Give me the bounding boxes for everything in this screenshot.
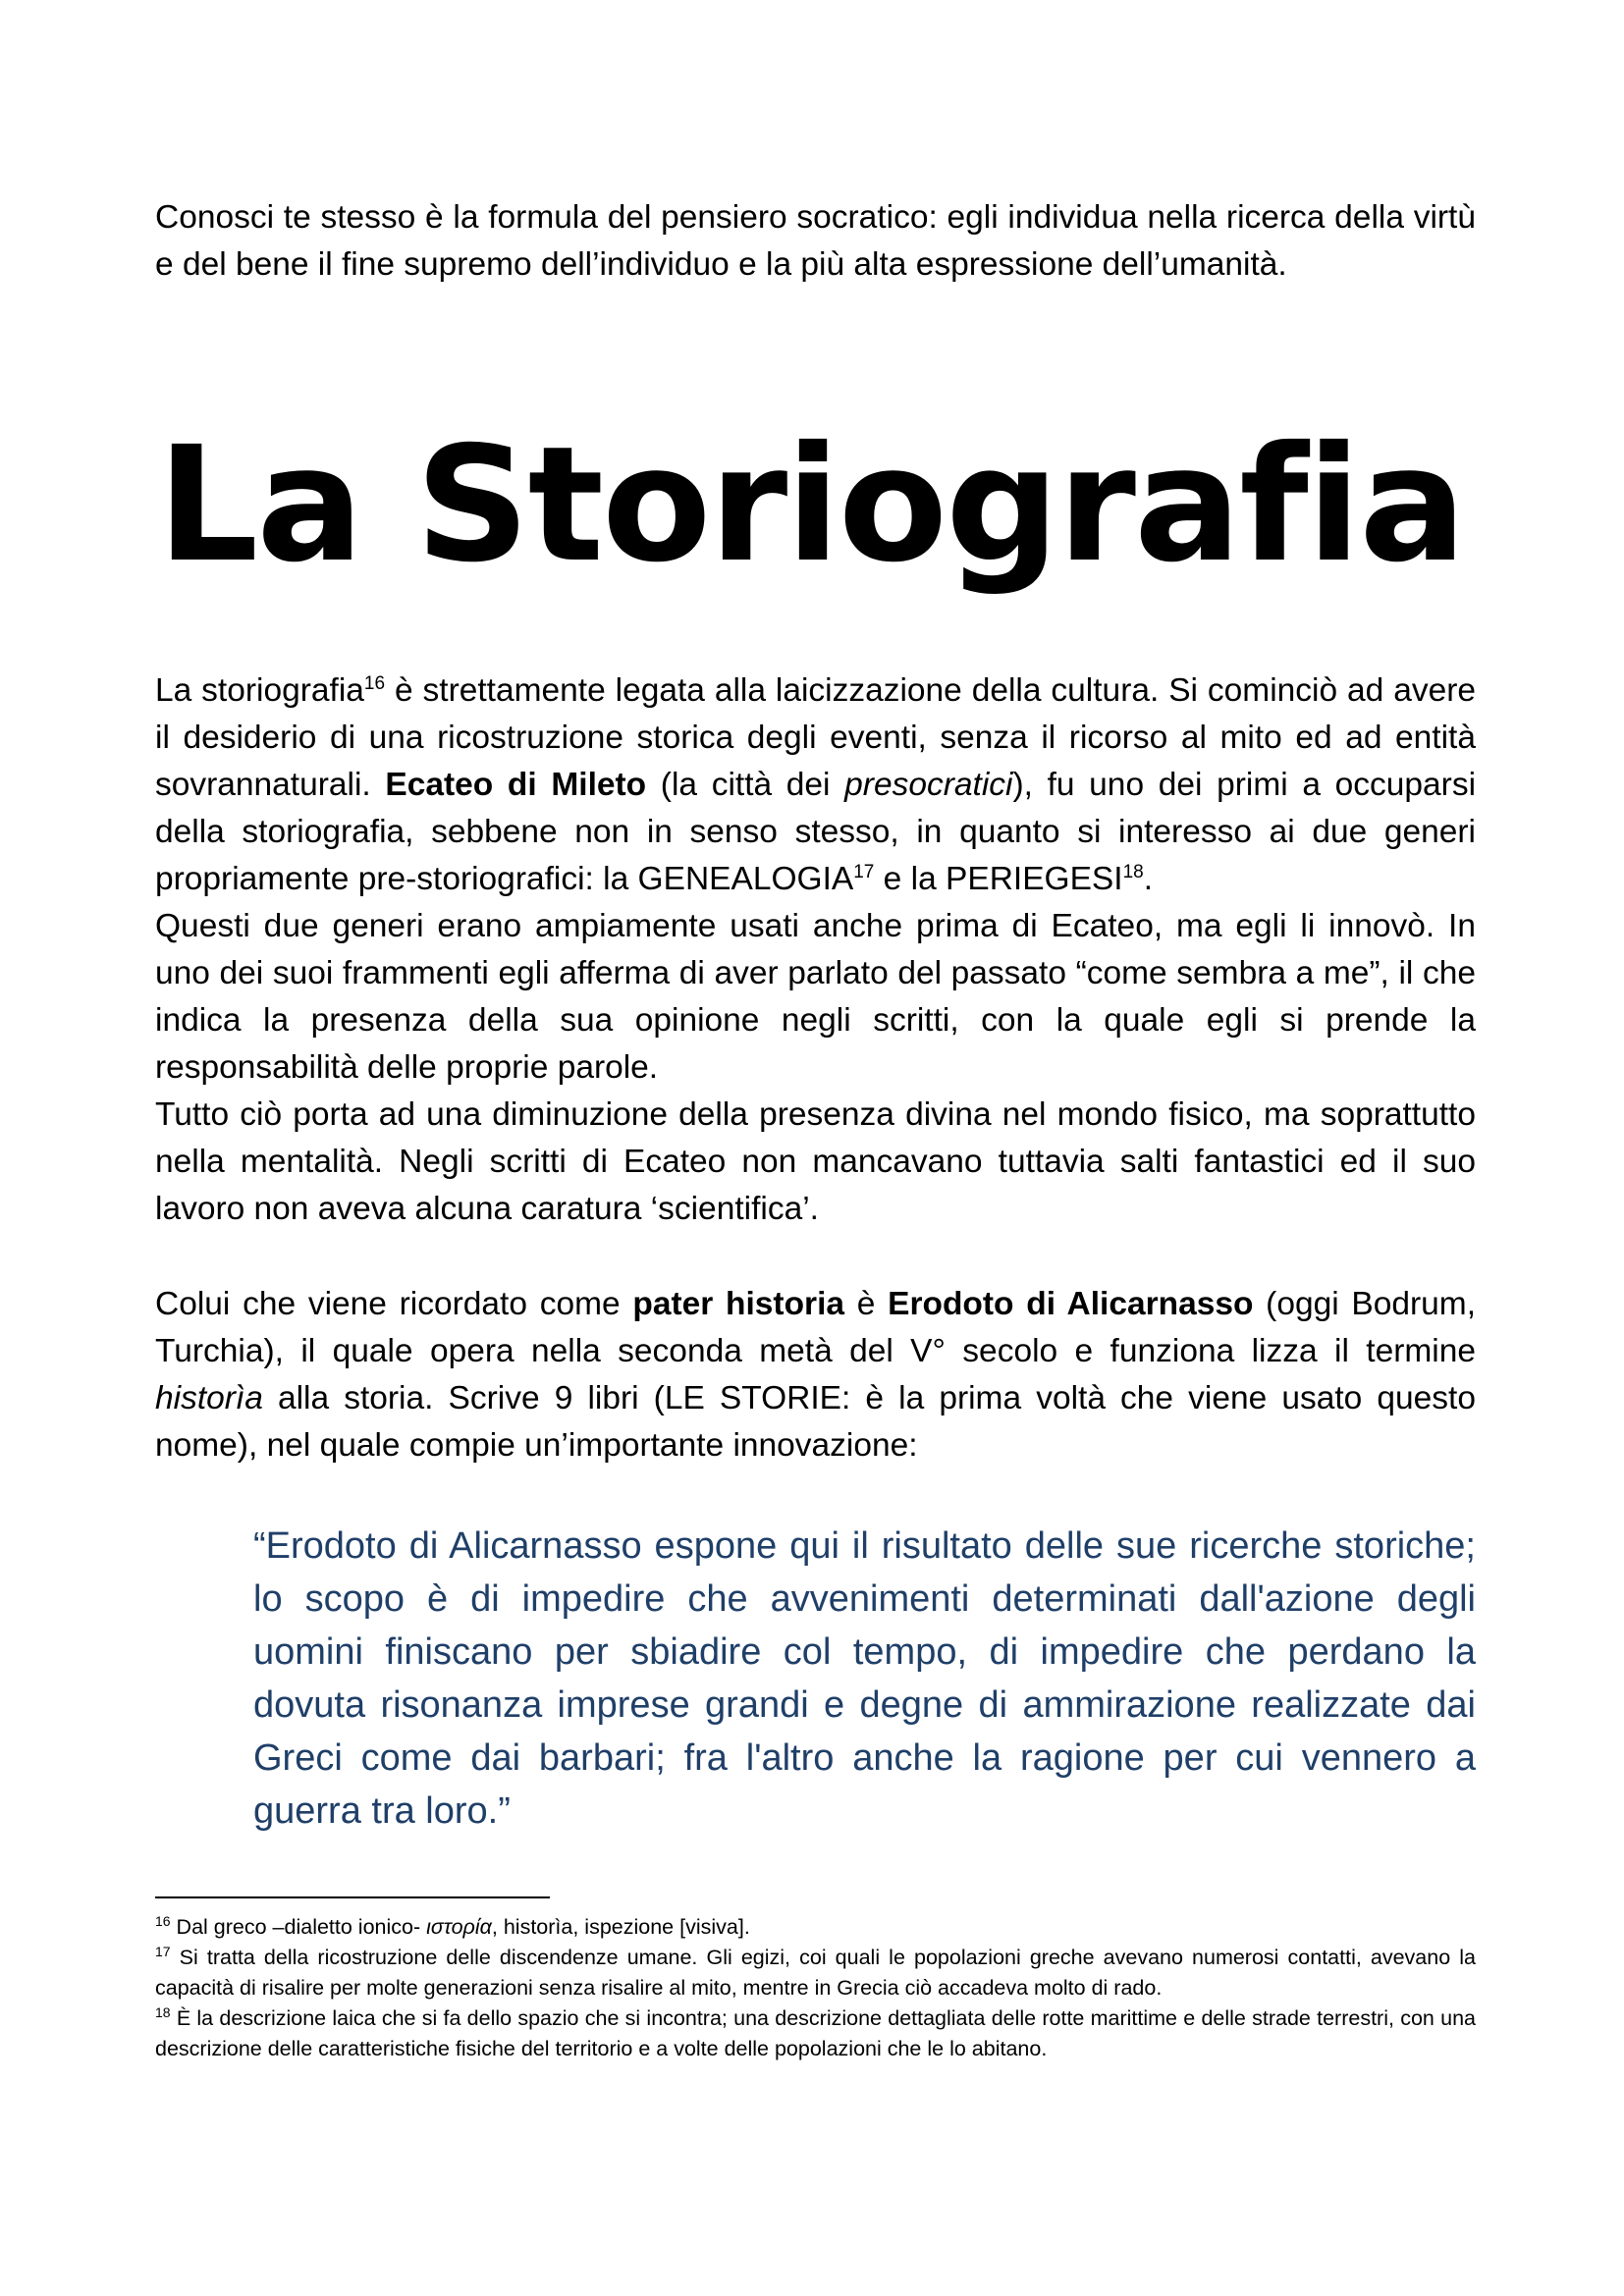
erodoto-section: [155, 1281, 1476, 1469]
footnote-text: , historìa, ispezione [visiva].: [491, 1915, 750, 1939]
paragraph-generi: Questi due generi erano ampiamente usati anche prima di Ecateo, ma egli li innovò. In uno dei suoi frammenti egli afferma di aver parlato del passato “come sembra a me”, il che indica la presenza della sua opinione negli scritti, con la quale egli si prende la responsabilità delle proprie parole.: [155, 908, 1476, 1086]
footnote-ref-16[interactable]: 16: [363, 672, 386, 694]
paragraph-diminuzione: Tutto ciò porta ad una diminuzione della presenza divina nel mondo fisico, ma soprattutto nella mentalità. Negli scritti di Ecateo non mancavano tuttavia salti fantastici ed il suo lavoro non aveva alcuna caratura ‘scientifica’.: [155, 1096, 1476, 1227]
footnote-number: 18: [155, 2003, 171, 2020]
footnote-ref-18[interactable]: 18: [1122, 861, 1144, 882]
footnote-text: Si tratta della ricostruzione delle discendenze umane. Gli egizi, coi quali le popolazioni greche avevano numerosi contatti, avevano la capacità di risalire per molte generazioni senza risalire al mito, mentre in Grecia ciò accadeva molto di rado.: [155, 1946, 1476, 2000]
footnote-text: È la descrizione laica che si fa dello spazio che si incontra; una descrizione dettagliata delle rotte marittime e delle strade terrestri, con una descrizione delle caratteristiche fisiche del territorio e a volte delle popolazioni che le lo abitano.: [155, 2006, 1476, 2060]
footnote-text: Dal greco –dialetto ionico-: [170, 1915, 427, 1939]
text-run: alla storia. Scrive 9 libri (LE STORIE: è la prima voltà che viene usato questo nome), nel quale compie un’importante innovazione:: [155, 1380, 1476, 1464]
text-run: (la città dei: [646, 767, 845, 803]
footnote-17: [155, 1943, 1476, 2003]
text-run: (oggi Bodrum, Turchia), il quale opera nella seconda metà del V° secolo e funziona lizza il termine: [155, 1286, 1476, 1369]
footnote-separator: [155, 1896, 550, 1898]
page-title: La Storiografia: [157, 413, 1465, 598]
italic-presocratici: presocratici: [844, 767, 1013, 803]
footnote-ref-17[interactable]: 17: [853, 861, 875, 882]
footnotes: [155, 1912, 1476, 2064]
storiografia-section: [155, 667, 1476, 1233]
paragraph-erodoto: [155, 1281, 1476, 1469]
footnote-18: [155, 2003, 1476, 2064]
footnote-greek-term: ιστορία: [426, 1915, 492, 1939]
footnote-16: [155, 1912, 1476, 1943]
intro-paragraph: Conosci te stesso è la formula del pensiero socratico: egli individua nella ricerca della virtù e del bene il fine supremo dell’individuo e la più alta espressione dell’umanità.: [155, 199, 1476, 283]
footnote-number: 17: [155, 1943, 171, 1959]
text-run: .: [1143, 861, 1154, 897]
footnote-number: 16: [155, 1912, 171, 1929]
bold-erodoto-di-alicarnasso: Erodoto di Alicarnasso: [888, 1286, 1254, 1322]
bold-pater-historia: pater historia: [632, 1286, 845, 1322]
text-run: e la PERIEGESI: [874, 861, 1123, 897]
text-run: La storiografia: [155, 672, 364, 709]
erodoto-quote: “Erodoto di Alicarnasso espone qui il risultato delle sue ricerche storiche; lo scopo è di impedire che avvenimenti determinati dall'azione degli uomini finiscano per sbiadire col tempo, di impedire che perdano la dovuta risonanza imprese grandi e degne di ammirazione realizzate dai Greci come dai barbari; fra l'altro anche la ragione per cui vennero a guerra tra loro.”: [253, 1525, 1476, 1832]
text-run: Colui che viene ricordato come: [155, 1286, 633, 1322]
text-run: ), fu uno dei primi a occuparsi della storiografia, sebbene non in senso stesso, in quanto si interesso ai due generi propriamente pre-storiografici: la GENEALOGIA: [155, 767, 1477, 897]
paragraph-ecateo: [155, 667, 1476, 903]
italic-historia: historìa: [155, 1380, 263, 1416]
bold-ecateo-di-mileto: Ecateo di Mileto: [385, 767, 647, 803]
text-run: è: [844, 1286, 889, 1322]
text-run: è strettamente legata alla laicizzazione della cultura. Si cominciò ad avere il desiderio di una ricostruzione storica degli eventi, senza il ricorso al mito ed ad entità sovrannaturali.: [155, 672, 1476, 803]
